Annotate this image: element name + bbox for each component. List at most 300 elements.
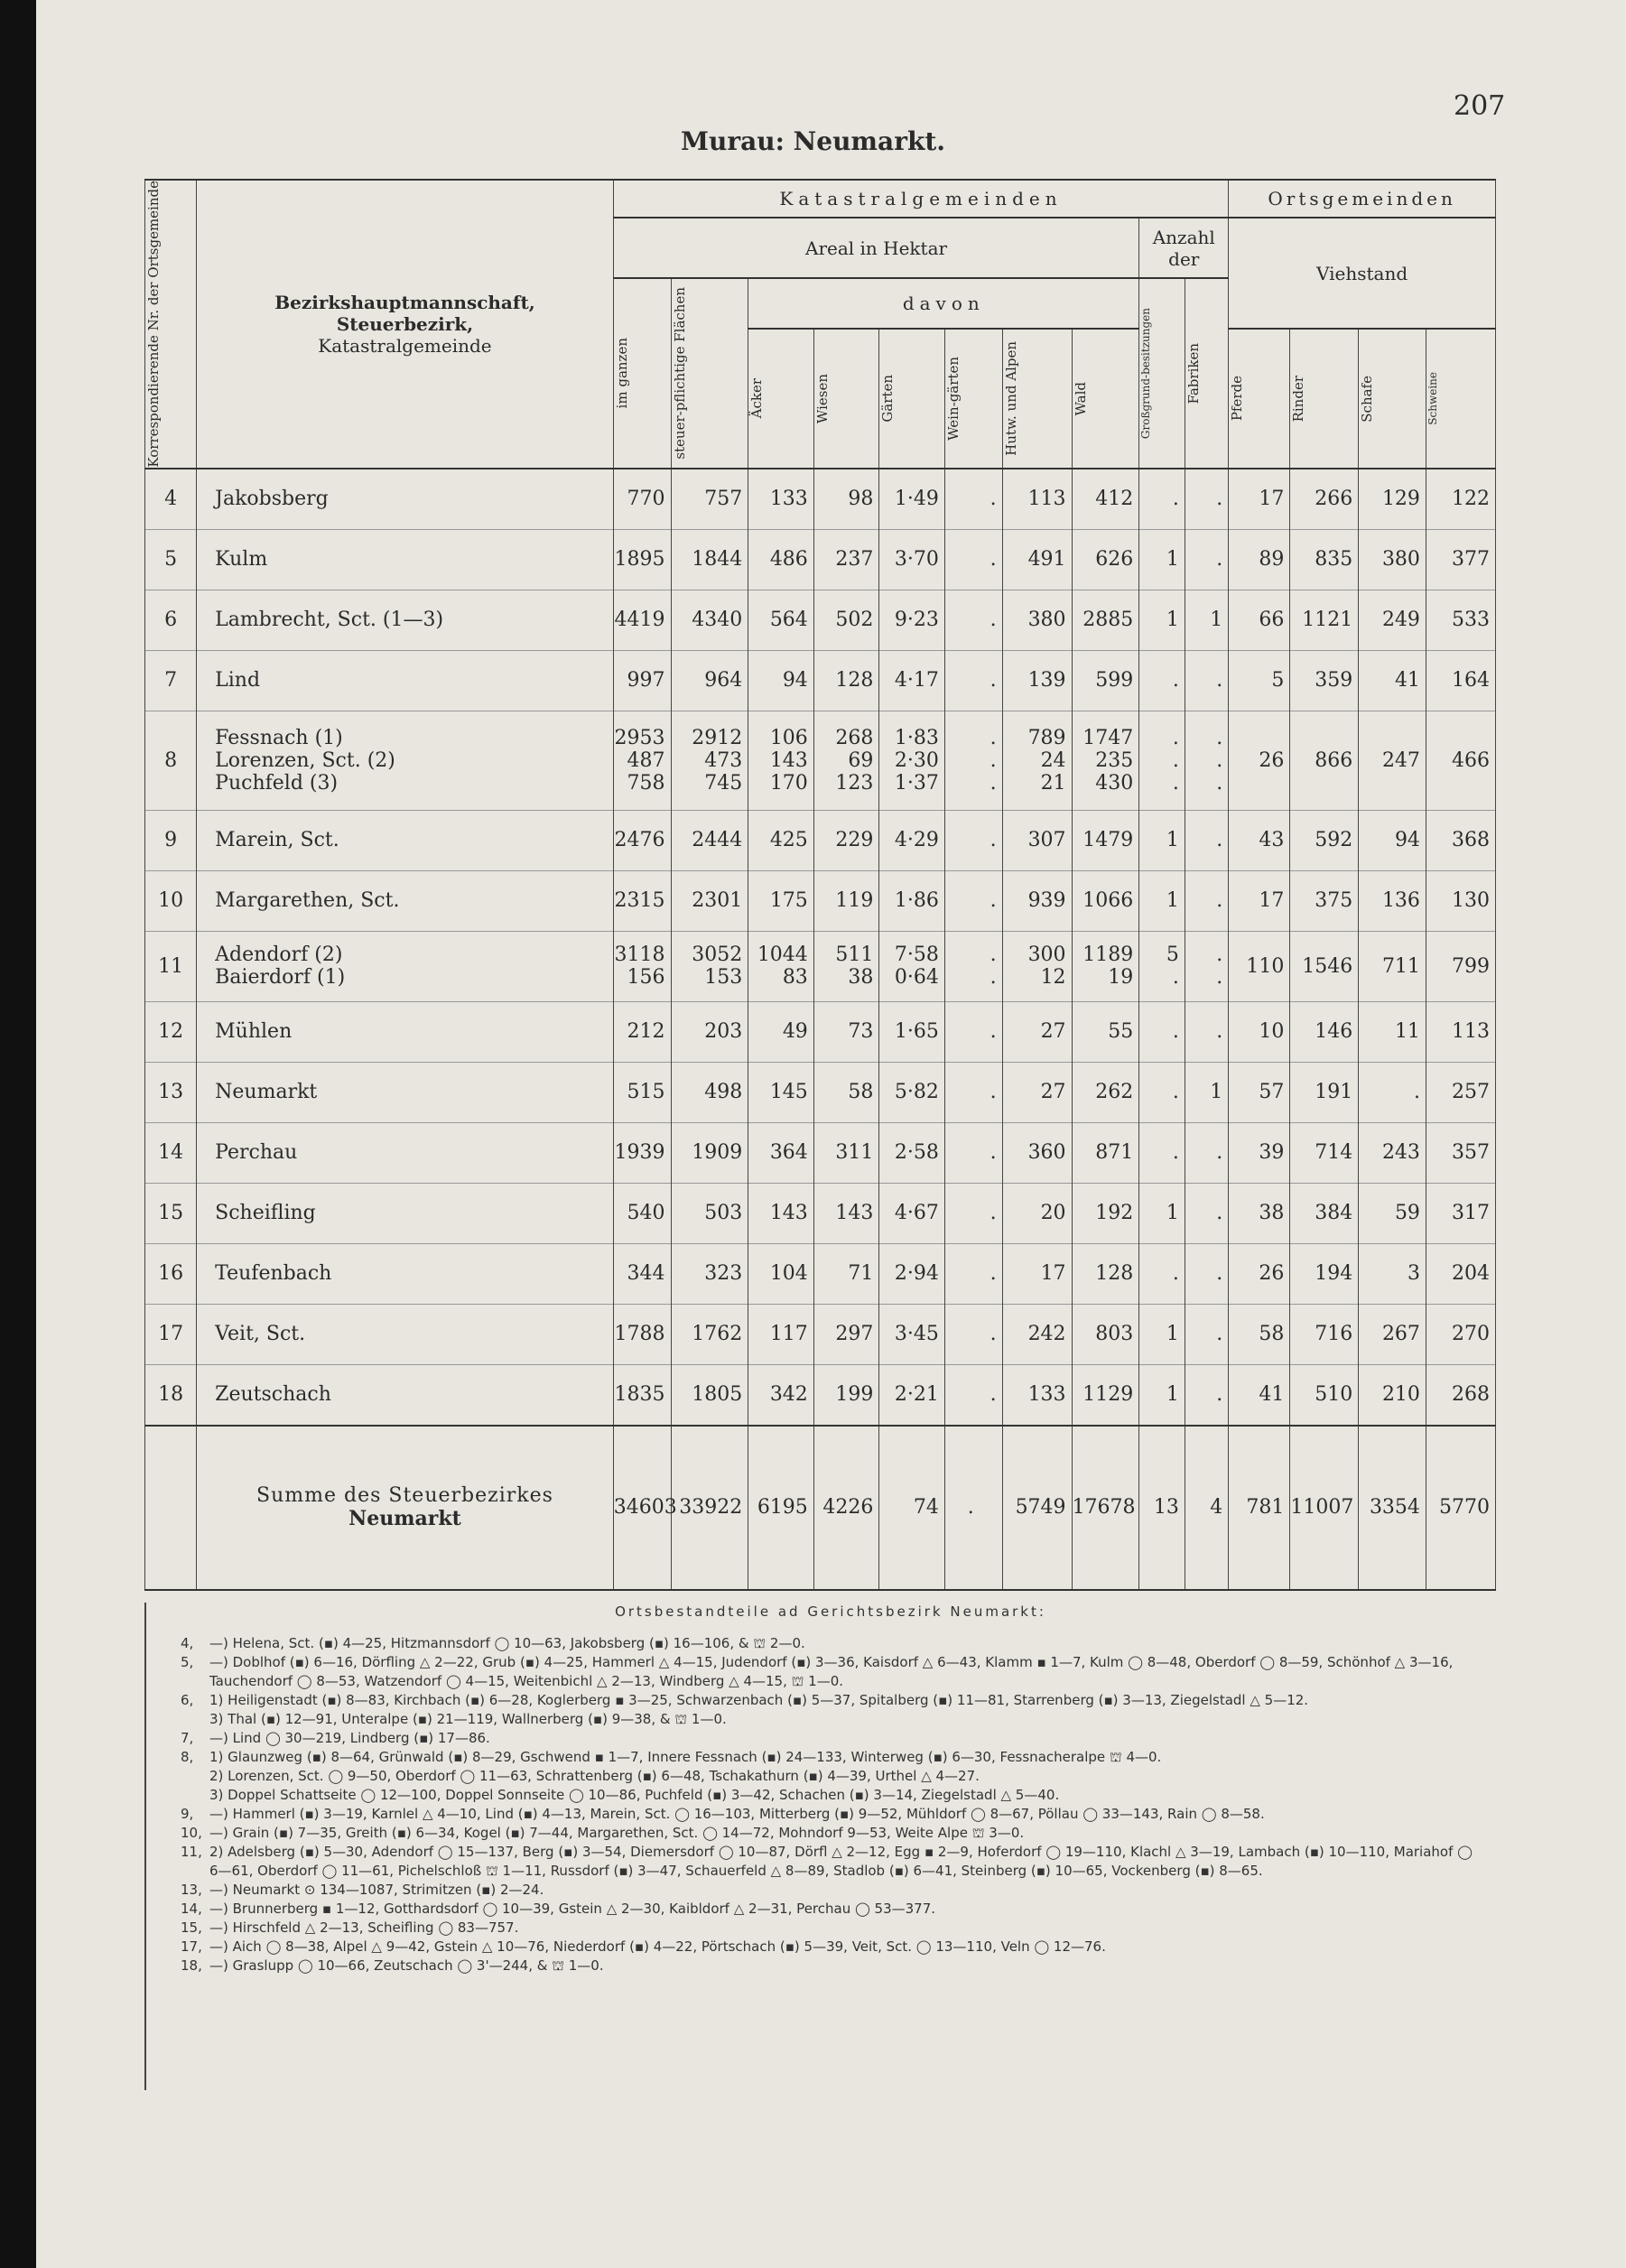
note-text: —) Helena, Sct. (▪) 4—25, Hitzmannsdorf ◯ 10—63, Jakobsberg (▪) 16—106, & ⛫ 2—0. <box>209 1635 805 1651</box>
table-row <box>145 1304 1496 1364</box>
cell-grossgrund: 1 <box>1139 529 1185 590</box>
row-nr: 18 <box>145 1364 197 1426</box>
cell-wald: 803 <box>1072 1304 1139 1364</box>
cell-wiesen: 511 38 <box>813 931 879 1001</box>
summary-schafe: 3354 <box>1359 1426 1426 1590</box>
summary-grossgrund: 13 <box>1139 1426 1185 1590</box>
row-nr: 17 <box>145 1304 197 1364</box>
cell-gaerten: 5·82 <box>879 1062 945 1122</box>
cell-fabriken: . <box>1185 529 1228 590</box>
cell-schafe: 380 <box>1359 529 1426 590</box>
cell-schweine: 799 <box>1426 931 1495 1001</box>
table-row <box>145 1062 1496 1122</box>
summary-weingaerten: . <box>944 1426 1002 1590</box>
notes-section <box>181 1603 1481 1975</box>
cell-wiesen: 199 <box>813 1364 879 1426</box>
cell-rinder: 510 <box>1290 1364 1359 1426</box>
header-im-ganzen: im ganzen <box>613 278 671 468</box>
cell-aecker: 1044 83 <box>748 931 814 1001</box>
cell-rinder: 1121 <box>1290 590 1359 650</box>
cell-gaerten: 1·83 2·30 1·37 <box>879 711 945 810</box>
note-key: 9, <box>181 1806 194 1822</box>
summary-row <box>145 1426 1496 1590</box>
cell-rinder: 191 <box>1290 1062 1359 1122</box>
note-key: 4, <box>181 1635 194 1651</box>
note-line <box>181 1634 1481 1653</box>
note-key: 5, <box>181 1654 194 1670</box>
header-steuerpflichtig: steuer-pflichtige Flächen <box>671 278 748 468</box>
row-katastralgemeinde: Marein, Sct. <box>197 810 614 870</box>
note-key: 15, <box>181 1919 202 1936</box>
cell-weingaerten: . <box>944 529 1002 590</box>
cell-fabriken: . <box>1185 1304 1228 1364</box>
cell-wald: 1129 <box>1072 1364 1139 1426</box>
summary-nr <box>145 1426 197 1590</box>
cell-schafe: . <box>1359 1062 1426 1122</box>
cell-schafe: 11 <box>1359 1001 1426 1062</box>
cell-rinder: 384 <box>1290 1183 1359 1243</box>
cell-grossgrund: . <box>1139 1243 1185 1304</box>
cell-aecker: 104 <box>748 1243 814 1304</box>
cell-hutweiden: 139 <box>1002 650 1072 711</box>
cell-wiesen: 237 <box>813 529 879 590</box>
note-text: 3) Thal (▪) 12—91, Unteralpe (▪) 21—119, Wallnerberg (▪) 9—38, & ⛫ 1—0. <box>209 1711 727 1727</box>
cell-steuerpflichtig: 4340 <box>671 590 748 650</box>
cell-wald: 192 <box>1072 1183 1139 1243</box>
note-text: —) Neumarkt ⊙ 134—1087, Strimitzen (▪) 2—24. <box>209 1882 544 1898</box>
cell-schafe: 129 <box>1359 469 1426 530</box>
note-line <box>181 1767 1481 1786</box>
cell-im-ganzen: 1835 <box>613 1364 671 1426</box>
row-katastralgemeinde: Jakobsberg <box>197 469 614 530</box>
cell-weingaerten: . <box>944 1062 1002 1122</box>
cell-steuerpflichtig: 2301 <box>671 870 748 931</box>
cell-wiesen: 119 <box>813 870 879 931</box>
header-areal: Areal in Hektar <box>613 218 1139 278</box>
table-row <box>145 590 1496 650</box>
cell-wiesen: 71 <box>813 1243 879 1304</box>
row-katastralgemeinde: Scheifling <box>197 1183 614 1243</box>
cell-rinder: 266 <box>1290 469 1359 530</box>
cell-rinder: 592 <box>1290 810 1359 870</box>
header-schafe: Schafe <box>1359 329 1426 468</box>
cell-grossgrund: 1 <box>1139 870 1185 931</box>
page-title: Murau: Neumarkt. <box>680 126 946 156</box>
cell-pferde: 5 <box>1229 650 1290 711</box>
note-key: 11, <box>181 1844 202 1860</box>
header-ortsgemeinden: Ortsgemeinden <box>1229 180 1496 218</box>
cell-hutweiden: 300 12 <box>1002 931 1072 1001</box>
cell-fabriken: . <box>1185 1001 1228 1062</box>
table-row <box>145 931 1496 1001</box>
header-davon: davon <box>748 278 1139 329</box>
cell-fabriken: . . . <box>1185 711 1228 810</box>
cell-wiesen: 311 <box>813 1122 879 1183</box>
cell-pferde: 58 <box>1229 1304 1290 1364</box>
cell-wald: 55 <box>1072 1001 1139 1062</box>
cell-hutweiden: 491 <box>1002 529 1072 590</box>
header-katastralgemeinden: Katastralgemeinden <box>613 180 1228 218</box>
note-key: 13, <box>181 1882 202 1898</box>
row-nr: 13 <box>145 1062 197 1122</box>
cell-hutweiden: 360 <box>1002 1122 1072 1183</box>
note-line <box>181 1805 1481 1824</box>
cell-schweine: 357 <box>1426 1122 1495 1183</box>
cell-wiesen: 297 <box>813 1304 879 1364</box>
cell-aecker: 364 <box>748 1122 814 1183</box>
cell-steuerpflichtig: 498 <box>671 1062 748 1122</box>
table-row <box>145 529 1496 590</box>
summary-aecker: 6195 <box>748 1426 814 1590</box>
cell-fabriken: . <box>1185 650 1228 711</box>
cell-gaerten: 9·23 <box>879 590 945 650</box>
cell-wiesen: 229 <box>813 810 879 870</box>
row-nr: 6 <box>145 590 197 650</box>
table-row <box>145 650 1496 711</box>
note-line <box>181 1938 1481 1957</box>
note-key <box>181 1710 209 1729</box>
note-text: 2) Adelsberg (▪) 5—30, Adendorf ◯ 15—137, Berg (▪) 3—54, Diemersdorf ◯ 10—87, Dörfl △ 2—12, Egg ▪ 2—9, Hoferdorf ◯ 19—110, Klachl △ 3—19, Lambach (▪) 10—110, Mariahof ◯ 6—61, Oberdorf ◯ 11—61, Pichelschloß ⛫ 1—11, Russdorf (▪) 3—47, Schauerfeld △ 8—89, Stadlob (▪) 6—41, Steinberg (▪) 10—65, Vockenberg (▪) 8—65. <box>209 1844 1473 1879</box>
cell-rinder: 714 <box>1290 1122 1359 1183</box>
cell-hutweiden: 27 <box>1002 1062 1072 1122</box>
header-rinder: Rinder <box>1290 329 1359 468</box>
cell-aecker: 94 <box>748 650 814 711</box>
cell-grossgrund: 1 <box>1139 810 1185 870</box>
table-row <box>145 711 1496 810</box>
cell-wiesen: 98 <box>813 469 879 530</box>
note-text: —) Doblhof (▪) 6—16, Dörfling △ 2—22, Grub (▪) 4—25, Hammerl △ 4—15, Judendorf (▪) 3—36, Kaisdorf △ 6—43, Klamm ▪ 1—7, Kulm ◯ 8—48, Oberdorf ◯ 8—59, Schönhof △ 3—16, Tauchendorf ◯ 8—53, Watzendorf ◯ 4—15, Weitenbichl △ 2—13, Windberg △ 4—15, ⛫ 1—0. <box>209 1654 1454 1689</box>
cell-weingaerten: . <box>944 1304 1002 1364</box>
note-line <box>181 1710 1481 1729</box>
row-nr: 8 <box>145 711 197 810</box>
summary-wald: 17678 <box>1072 1426 1139 1590</box>
cell-aecker: 143 <box>748 1183 814 1243</box>
note-line <box>181 1900 1481 1919</box>
header-wald: Wald <box>1072 329 1139 468</box>
cell-pferde: 26 <box>1229 1243 1290 1304</box>
cell-grossgrund: 1 <box>1139 590 1185 650</box>
cell-wald: 412 <box>1072 469 1139 530</box>
cell-weingaerten: . <box>944 469 1002 530</box>
cell-aecker: 106 143 170 <box>748 711 814 810</box>
cell-pferde: 17 <box>1229 469 1290 530</box>
row-nr: 12 <box>145 1001 197 1062</box>
cell-schafe: 247 <box>1359 711 1426 810</box>
summary-wiesen: 4226 <box>813 1426 879 1590</box>
cell-pferde: 41 <box>1229 1364 1290 1426</box>
header-row-1 <box>145 180 1496 218</box>
note-key <box>181 1786 209 1805</box>
cell-gaerten: 2·21 <box>879 1364 945 1426</box>
header-district: Bezirkshauptmannschaft, Steuerbezirk, Katastralgemeinde <box>197 180 614 469</box>
cell-fabriken: . <box>1185 1364 1228 1426</box>
cell-gaerten: 2·94 <box>879 1243 945 1304</box>
cell-pferde: 17 <box>1229 870 1290 931</box>
cell-im-ganzen: 4419 <box>613 590 671 650</box>
cell-weingaerten: . <box>944 810 1002 870</box>
row-nr: 4 <box>145 469 197 530</box>
header-weingaerten: Wein-gärten <box>944 329 1002 468</box>
cell-grossgrund: 1 <box>1139 1364 1185 1426</box>
cell-gaerten: 1·65 <box>879 1001 945 1062</box>
cell-steuerpflichtig: 2444 <box>671 810 748 870</box>
note-line <box>181 1824 1481 1843</box>
row-nr: 14 <box>145 1122 197 1183</box>
row-nr: 9 <box>145 810 197 870</box>
cell-hutweiden: 20 <box>1002 1183 1072 1243</box>
cell-grossgrund: 5 . <box>1139 931 1185 1001</box>
cell-grossgrund: . . . <box>1139 711 1185 810</box>
table-body <box>145 469 1496 1426</box>
cell-gaerten: 4·67 <box>879 1183 945 1243</box>
cell-pferde: 89 <box>1229 529 1290 590</box>
cell-steuerpflichtig: 757 <box>671 469 748 530</box>
cell-wiesen: 73 <box>813 1001 879 1062</box>
cell-grossgrund: . <box>1139 1062 1185 1122</box>
cell-weingaerten: . <box>944 1243 1002 1304</box>
cell-schweine: 270 <box>1426 1304 1495 1364</box>
table-row <box>145 1001 1496 1062</box>
cell-wiesen: 502 <box>813 590 879 650</box>
cell-schafe: 59 <box>1359 1183 1426 1243</box>
cell-steuerpflichtig: 964 <box>671 650 748 711</box>
cell-gaerten: 3·70 <box>879 529 945 590</box>
table-row <box>145 469 1496 530</box>
summary-rinder: 11007 <box>1290 1426 1359 1590</box>
cell-grossgrund: . <box>1139 1122 1185 1183</box>
cell-fabriken: . <box>1185 1122 1228 1183</box>
cell-wald: 1747 235 430 <box>1072 711 1139 810</box>
cell-aecker: 486 <box>748 529 814 590</box>
note-line <box>181 1786 1481 1805</box>
note-text: —) Grain (▪) 7—35, Greith (▪) 6—34, Kogel (▪) 7—44, Margarethen, Sct. ◯ 14—72, Mohndorf 9—53, Weite Alpe ⛫ 3—0. <box>209 1825 1025 1841</box>
cell-schweine: 122 <box>1426 469 1495 530</box>
row-katastralgemeinde: Teufenbach <box>197 1243 614 1304</box>
cell-schweine: 130 <box>1426 870 1495 931</box>
cell-schafe: 94 <box>1359 810 1426 870</box>
cell-pferde: 38 <box>1229 1183 1290 1243</box>
cell-aecker: 49 <box>748 1001 814 1062</box>
cell-schafe: 249 <box>1359 590 1426 650</box>
row-katastralgemeinde: Fessnach (1) Lorenzen, Sct. (2) Puchfeld (3) <box>197 711 614 810</box>
cell-hutweiden: 789 24 21 <box>1002 711 1072 810</box>
cell-aecker: 145 <box>748 1062 814 1122</box>
note-line <box>181 1729 1481 1748</box>
cell-rinder: 359 <box>1290 650 1359 711</box>
row-katastralgemeinde: Lind <box>197 650 614 711</box>
header-fabriken: Fabriken <box>1185 278 1228 468</box>
cell-aecker: 133 <box>748 469 814 530</box>
header-hutweiden: Hutw. und Alpen <box>1002 329 1072 468</box>
cell-fabriken: 1 <box>1185 590 1228 650</box>
cell-wald: 871 <box>1072 1122 1139 1183</box>
cell-grossgrund: 1 <box>1139 1183 1185 1243</box>
cell-wald: 128 <box>1072 1243 1139 1304</box>
summary-pferde: 781 <box>1229 1426 1290 1590</box>
cell-schafe: 210 <box>1359 1364 1426 1426</box>
cell-aecker: 564 <box>748 590 814 650</box>
cell-weingaerten: . <box>944 1001 1002 1062</box>
cell-schweine: 164 <box>1426 650 1495 711</box>
cell-schafe: 41 <box>1359 650 1426 711</box>
cell-im-ganzen: 344 <box>613 1243 671 1304</box>
cell-schweine: 466 <box>1426 711 1495 810</box>
summary-steuerpflichtig: 33922 <box>671 1426 748 1590</box>
summary-label: Summe des Steuerbezirkes Neumarkt <box>197 1426 614 1590</box>
cell-rinder: 194 <box>1290 1243 1359 1304</box>
cell-aecker: 425 <box>748 810 814 870</box>
cell-gaerten: 2·58 <box>879 1122 945 1183</box>
row-nr: 7 <box>145 650 197 711</box>
statistics-table <box>144 179 1496 1591</box>
cell-im-ganzen: 2476 <box>613 810 671 870</box>
note-text: —) Lind ◯ 30—219, Lindberg (▪) 17—86. <box>209 1730 490 1746</box>
note-key <box>181 1767 209 1786</box>
row-katastralgemeinde: Neumarkt <box>197 1062 614 1122</box>
cell-steuerpflichtig: 323 <box>671 1243 748 1304</box>
cell-weingaerten: . . . <box>944 711 1002 810</box>
cell-hutweiden: 27 <box>1002 1001 1072 1062</box>
cell-wiesen: 58 <box>813 1062 879 1122</box>
note-text: —) Hammerl (▪) 3—19, Karnlel △ 4—10, Lind (▪) 4—13, Marein, Sct. ◯ 16—103, Mitterberg (▪) 9—52, Mühldorf ◯ 8—67, Pöllau ◯ 33—143, Rain ◯ 8—58. <box>209 1806 1265 1822</box>
summary-hutweiden: 5749 <box>1002 1426 1072 1590</box>
cell-hutweiden: 939 <box>1002 870 1072 931</box>
cell-wald: 262 <box>1072 1062 1139 1122</box>
cell-weingaerten: . <box>944 1122 1002 1183</box>
cell-hutweiden: 307 <box>1002 810 1072 870</box>
cell-im-ganzen: 540 <box>613 1183 671 1243</box>
cell-steuerpflichtig: 2912 473 745 <box>671 711 748 810</box>
cell-im-ganzen: 1895 <box>613 529 671 590</box>
cell-schweine: 257 <box>1426 1062 1495 1122</box>
table-row <box>145 870 1496 931</box>
cell-steuerpflichtig: 1762 <box>671 1304 748 1364</box>
cell-rinder: 835 <box>1290 529 1359 590</box>
row-katastralgemeinde: Mühlen <box>197 1001 614 1062</box>
cell-grossgrund: . <box>1139 650 1185 711</box>
cell-hutweiden: 133 <box>1002 1364 1072 1426</box>
cell-weingaerten: . . <box>944 931 1002 1001</box>
cell-pferde: 110 <box>1229 931 1290 1001</box>
cell-fabriken: . <box>1185 1243 1228 1304</box>
cell-wald: 1066 <box>1072 870 1139 931</box>
header-pferde: Pferde <box>1229 329 1290 468</box>
cell-pferde: 43 <box>1229 810 1290 870</box>
table-row <box>145 810 1496 870</box>
cell-rinder: 866 <box>1290 711 1359 810</box>
note-key: 6, <box>181 1692 194 1708</box>
cell-wald: 626 <box>1072 529 1139 590</box>
notes-rule <box>144 1603 146 2090</box>
cell-schafe: 243 <box>1359 1122 1426 1183</box>
summary-gaerten: 74 <box>879 1426 945 1590</box>
cell-schafe: 136 <box>1359 870 1426 931</box>
cell-schafe: 711 <box>1359 931 1426 1001</box>
cell-fabriken: . <box>1185 469 1228 530</box>
cell-im-ganzen: 2953 487 758 <box>613 711 671 810</box>
notes-list <box>181 1634 1481 1975</box>
table-row <box>145 1183 1496 1243</box>
cell-grossgrund: . <box>1139 469 1185 530</box>
cell-schweine: 204 <box>1426 1243 1495 1304</box>
cell-weingaerten: . <box>944 1183 1002 1243</box>
cell-steuerpflichtig: 503 <box>671 1183 748 1243</box>
note-text: 1) Heiligenstadt (▪) 8—83, Kirchbach (▪) 6—28, Koglerberg ▪ 3—25, Schwarzenbach (▪) 5—37, Spitalberg (▪) 11—81, Starrenberg (▪) 3—13, Ziegelstadl △ 5—12. <box>209 1692 1309 1708</box>
table-row <box>145 1122 1496 1183</box>
cell-rinder: 1546 <box>1290 931 1359 1001</box>
note-key: 18, <box>181 1957 202 1974</box>
row-katastralgemeinde: Kulm <box>197 529 614 590</box>
cell-fabriken: . . <box>1185 931 1228 1001</box>
header-viehstand: Viehstand <box>1229 218 1496 329</box>
cell-gaerten: 7·58 0·64 <box>879 931 945 1001</box>
cell-weingaerten: . <box>944 870 1002 931</box>
note-text: 1) Glaunzweg (▪) 8—64, Grünwald (▪) 8—29, Gschwend ▪ 1—7, Innere Fessnach (▪) 24—133, Winterweg (▪) 6—30, Fessnacheralpe ⛫ 4—0. <box>209 1749 1162 1765</box>
summary-schweine: 5770 <box>1426 1426 1495 1590</box>
cell-rinder: 716 <box>1290 1304 1359 1364</box>
cell-steuerpflichtig: 1909 <box>671 1122 748 1183</box>
note-line <box>181 1957 1481 1975</box>
row-katastralgemeinde: Perchau <box>197 1122 614 1183</box>
cell-weingaerten: . <box>944 1364 1002 1426</box>
cell-weingaerten: . <box>944 650 1002 711</box>
cell-schafe: 3 <box>1359 1243 1426 1304</box>
cell-pferde: 66 <box>1229 590 1290 650</box>
cell-schweine: 113 <box>1426 1001 1495 1062</box>
note-key: 14, <box>181 1901 202 1917</box>
cell-schafe: 267 <box>1359 1304 1426 1364</box>
note-line <box>181 1919 1481 1938</box>
cell-rinder: 375 <box>1290 870 1359 931</box>
summary-im-ganzen: 34603 <box>613 1426 671 1590</box>
header-schweine: Schweine <box>1426 329 1495 468</box>
header-grossgrund: Großgrund-besitzungen <box>1139 278 1185 468</box>
note-text: —) Aich ◯ 8—38, Alpel △ 9—42, Gstein △ 10—76, Niederdorf (▪) 4—22, Pörtschach (▪) 5—39, Veit, Sct. ◯ 13—110, Veln ◯ 12—76. <box>209 1938 1106 1955</box>
note-key: 8, <box>181 1749 194 1765</box>
cell-steuerpflichtig: 3052 153 <box>671 931 748 1001</box>
cell-gaerten: 4·17 <box>879 650 945 711</box>
cell-grossgrund: 1 <box>1139 1304 1185 1364</box>
page-number: 207 <box>1454 90 1506 122</box>
cell-hutweiden: 380 <box>1002 590 1072 650</box>
note-line <box>181 1748 1481 1767</box>
cell-pferde: 26 <box>1229 711 1290 810</box>
cell-im-ganzen: 515 <box>613 1062 671 1122</box>
cell-fabriken: . <box>1185 870 1228 931</box>
notes-heading: Ortsbestandteile ad Gerichtsbezirk Neumarkt: <box>615 1603 1046 1620</box>
cell-im-ganzen: 997 <box>613 650 671 711</box>
note-line <box>181 1881 1481 1900</box>
cell-weingaerten: . <box>944 590 1002 650</box>
cell-steuerpflichtig: 1805 <box>671 1364 748 1426</box>
cell-im-ganzen: 1788 <box>613 1304 671 1364</box>
cell-grossgrund: . <box>1139 1001 1185 1062</box>
cell-im-ganzen: 1939 <box>613 1122 671 1183</box>
row-nr: 11 <box>145 931 197 1001</box>
cell-pferde: 10 <box>1229 1001 1290 1062</box>
summary-fabriken: 4 <box>1185 1426 1228 1590</box>
cell-fabriken: 1 <box>1185 1062 1228 1122</box>
cell-rinder: 146 <box>1290 1001 1359 1062</box>
cell-pferde: 57 <box>1229 1062 1290 1122</box>
cell-wald: 2885 <box>1072 590 1139 650</box>
cell-wiesen: 268 69 123 <box>813 711 879 810</box>
row-nr: 15 <box>145 1183 197 1243</box>
row-katastralgemeinde: Adendorf (2) Baierdorf (1) <box>197 931 614 1001</box>
cell-fabriken: . <box>1185 1183 1228 1243</box>
cell-gaerten: 3·45 <box>879 1304 945 1364</box>
cell-schweine: 368 <box>1426 810 1495 870</box>
